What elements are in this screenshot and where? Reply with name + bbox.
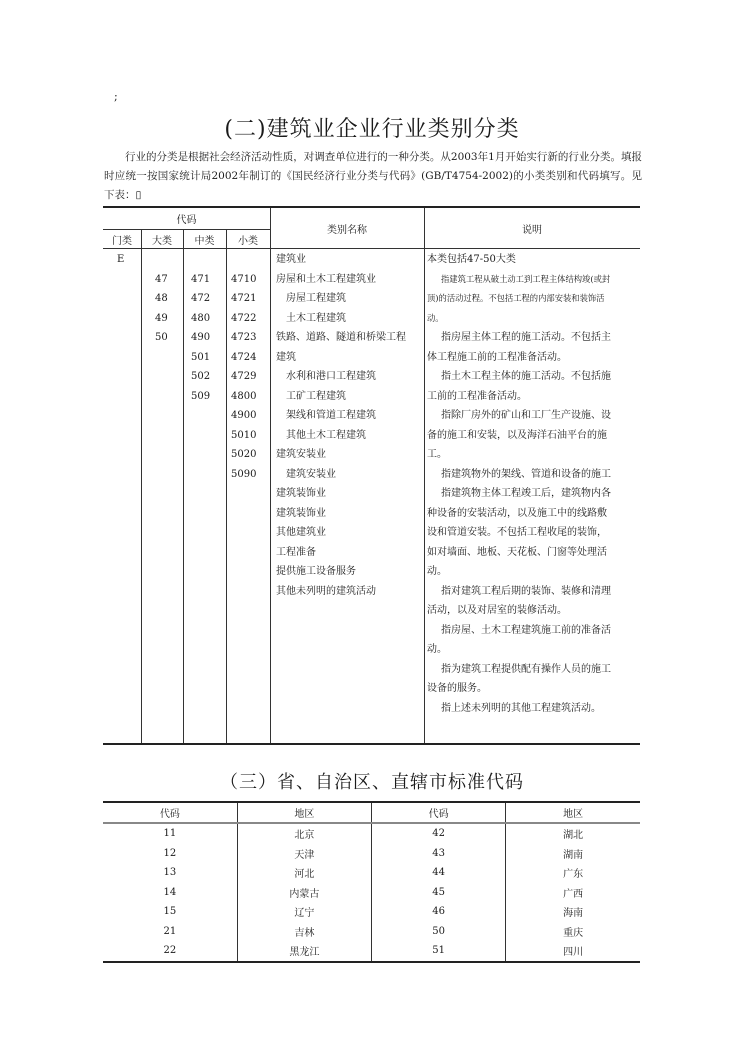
- table-row: [103, 823, 640, 844]
- table-cell: 42: [372, 823, 506, 844]
- table-row: [103, 902, 640, 922]
- description-line: 指为建筑工程提供配有操作人员的施工: [441, 663, 611, 675]
- code-cell: 472: [191, 293, 211, 304]
- divider: [103, 248, 640, 249]
- table-cell: 21: [163, 925, 177, 937]
- code-cell: 490: [191, 332, 211, 343]
- table-cell: 四川: [506, 941, 640, 962]
- category-name: 架线和管道工程建筑: [286, 410, 376, 421]
- table-cell: 湖北: [506, 823, 640, 844]
- category-name: 工程准备: [276, 546, 316, 558]
- description-line: 备的施工和安装，以及海洋石油平台的施: [427, 429, 607, 441]
- section-title-industry: (二)建筑业企业行业类别分类: [224, 117, 520, 142]
- table-cell: 11: [163, 828, 177, 840]
- description-line: 活动，以及对居室的装修活动。: [427, 605, 567, 616]
- description-line: 动。: [427, 312, 444, 323]
- code-cell: 501: [191, 351, 211, 363]
- code-cell: 4722: [231, 312, 257, 324]
- table-cell: 43: [372, 844, 506, 864]
- description-line: 指建筑物主体工程竣工后，建筑物内各: [441, 488, 611, 499]
- description-line: 指土木工程主体的施工活动。不包括施: [441, 371, 611, 382]
- description-line: 指房屋、土木工程建筑施工前的准备活: [441, 624, 611, 636]
- header-da: 大类: [152, 236, 172, 247]
- stray-mark: ;: [114, 90, 118, 103]
- code-cell: 4729: [231, 371, 257, 382]
- column-men: [117, 250, 124, 270]
- code-cell: 5010: [231, 429, 257, 441]
- table-cell: 辽宁: [237, 902, 371, 922]
- header-code: 代码: [176, 215, 197, 226]
- category-name: 建筑装饰业: [276, 507, 326, 519]
- description-line: 指建筑工程从破土动工到工程主体结构竣(或封: [441, 273, 611, 284]
- category-name: 建筑业: [276, 254, 306, 265]
- description-line: 设备的服务。: [427, 683, 487, 694]
- description-line: 顶)的活动过程。不包括工程的内部安装和装饰活: [427, 293, 605, 303]
- header-zhong: 中类: [194, 236, 215, 247]
- table-cell: 14: [163, 886, 177, 898]
- table-cell: 51: [372, 941, 506, 962]
- column-header: 代码: [103, 802, 237, 823]
- table-cell: 12: [163, 847, 177, 859]
- table-cell: 黑龙江: [237, 941, 371, 962]
- description-line: 指建筑物外的架线、管道和设备的施工: [441, 468, 611, 480]
- industry-table: [103, 206, 640, 745]
- section-title-provinces: （三）省、自治区、直辖市标准代码: [220, 772, 524, 793]
- code-cell: 471: [191, 273, 211, 285]
- divider: [424, 208, 425, 743]
- header-name: 类别名称: [327, 225, 367, 236]
- table-cell: 吉林: [237, 922, 371, 942]
- code-cell: 4800: [231, 390, 257, 402]
- table-row: [103, 883, 640, 903]
- description-line: 种设备的安装活动，以及施工中的线路敷: [427, 507, 607, 519]
- table-cell: 15: [163, 906, 177, 918]
- category-name: 建筑: [276, 351, 296, 363]
- code-cell: 5020: [231, 449, 257, 460]
- header-men: 门类: [112, 236, 132, 247]
- column-xiao: [231, 250, 256, 484]
- divider: [183, 229, 184, 743]
- code-cell: [155, 250, 168, 270]
- table-cell: 重庆: [506, 922, 640, 942]
- description-line: 本类包括47-50大类: [427, 254, 516, 265]
- divider: [226, 229, 227, 743]
- code-cell: 4724: [231, 351, 257, 363]
- column-header: 代码: [372, 802, 506, 823]
- table-row: [103, 844, 640, 864]
- table-cell: 天津: [237, 844, 371, 864]
- header-xiao: 小类: [238, 236, 258, 247]
- description-line: 设和管道安装。不包括工程收尾的装饰，: [427, 527, 607, 538]
- code-cell: 48: [155, 293, 168, 304]
- category-name: 水利和港口工程建筑: [286, 371, 376, 382]
- category-name: 工矿工程建筑: [286, 390, 346, 402]
- code-cell: 4721: [231, 293, 257, 304]
- description-line: 指房屋主体工程的施工活动。不包括主: [441, 332, 611, 343]
- table-cell: 广西: [506, 883, 640, 903]
- table-row: [103, 863, 640, 883]
- column-zhong: [191, 250, 210, 406]
- description-line: 指除厂房外的矿山和工厂生产设施、设: [441, 410, 611, 421]
- category-name: 其他建筑业: [276, 527, 326, 538]
- code-cell: 509: [191, 390, 211, 402]
- description-line: 指上述未列明的其他工程建筑活动。: [441, 702, 601, 714]
- description-line: 工。: [427, 449, 447, 460]
- column-header: 地区: [237, 802, 371, 823]
- header-desc: 说明: [522, 225, 542, 236]
- table-cell: 内蒙古: [237, 883, 371, 903]
- table-cell: 50: [372, 922, 506, 942]
- divider: [141, 229, 142, 743]
- description-line: 动。: [427, 644, 447, 655]
- column-desc: [427, 250, 611, 718]
- description-line: 指对建筑工程后期的装饰、装修和清理: [441, 585, 611, 597]
- category-name: 建筑安装业: [286, 468, 336, 480]
- code-cell: 480: [191, 312, 211, 324]
- category-name: 房屋和土木工程建筑业: [276, 273, 376, 285]
- table-cell: 46: [372, 902, 506, 922]
- divider: [103, 229, 270, 230]
- code-cell: 50: [155, 332, 168, 343]
- category-name: 提供施工设备服务: [276, 566, 356, 577]
- code-cell: 4710: [231, 273, 257, 285]
- code-cell: 4723: [231, 332, 257, 343]
- table-cell: 22: [163, 945, 177, 957]
- table-cell: 13: [163, 867, 177, 879]
- table-cell: 湖南: [506, 844, 640, 864]
- column-header: 地区: [506, 802, 640, 823]
- divider: [270, 208, 271, 743]
- intro-paragraph: 行业的分类是根据社会经济活动性质，对调查单位进行的一种分类。从2003年1月开始实行新的行业分类。填报时应统一按国家统计局2002年制订的《国民经济行业分类与代码》(GB/T4754-2002)的小类类别和代码填写。见下表：▯: [104, 151, 642, 201]
- table-cell: 河北: [237, 863, 371, 883]
- province-code-table: [103, 801, 640, 963]
- code-cell: 5090: [231, 468, 257, 480]
- table-cell: 北京: [237, 823, 371, 844]
- description-line: 体工程施工前的工程准备活动。: [427, 351, 567, 363]
- category-name: 铁路、道路、隧道和桥梁工程: [276, 332, 406, 343]
- code-cell: 502: [191, 371, 211, 382]
- category-name: 房屋工程建筑: [286, 293, 346, 304]
- code-cell: 4900: [231, 410, 257, 421]
- category-name: 建筑装饰业: [276, 488, 326, 499]
- code-cell: 49: [155, 312, 168, 324]
- category-name: 土木工程建筑: [286, 312, 346, 324]
- category-name: 其他土木工程建筑: [286, 429, 366, 441]
- table-row: [103, 941, 640, 962]
- table-cell: 广东: [506, 863, 640, 883]
- table-cell: 45: [372, 883, 506, 903]
- description-line: 如对墙面、地板、天花板、门窗等处理活: [427, 546, 607, 558]
- column-da: [155, 250, 168, 348]
- code-cell: [231, 250, 256, 270]
- column-name: [276, 250, 406, 601]
- category-name: 建筑安装业: [276, 449, 326, 460]
- code-cell: 47: [155, 273, 168, 285]
- table-row: [103, 922, 640, 942]
- code-cell: E: [117, 254, 125, 265]
- description-line: 工前的工程准备活动。: [427, 390, 527, 402]
- table-cell: 44: [372, 863, 506, 883]
- table-cell: 海南: [506, 902, 640, 922]
- code-cell: [191, 250, 210, 270]
- category-name: 其他未列明的建筑活动: [276, 585, 376, 597]
- description-line: 动。: [427, 566, 447, 577]
